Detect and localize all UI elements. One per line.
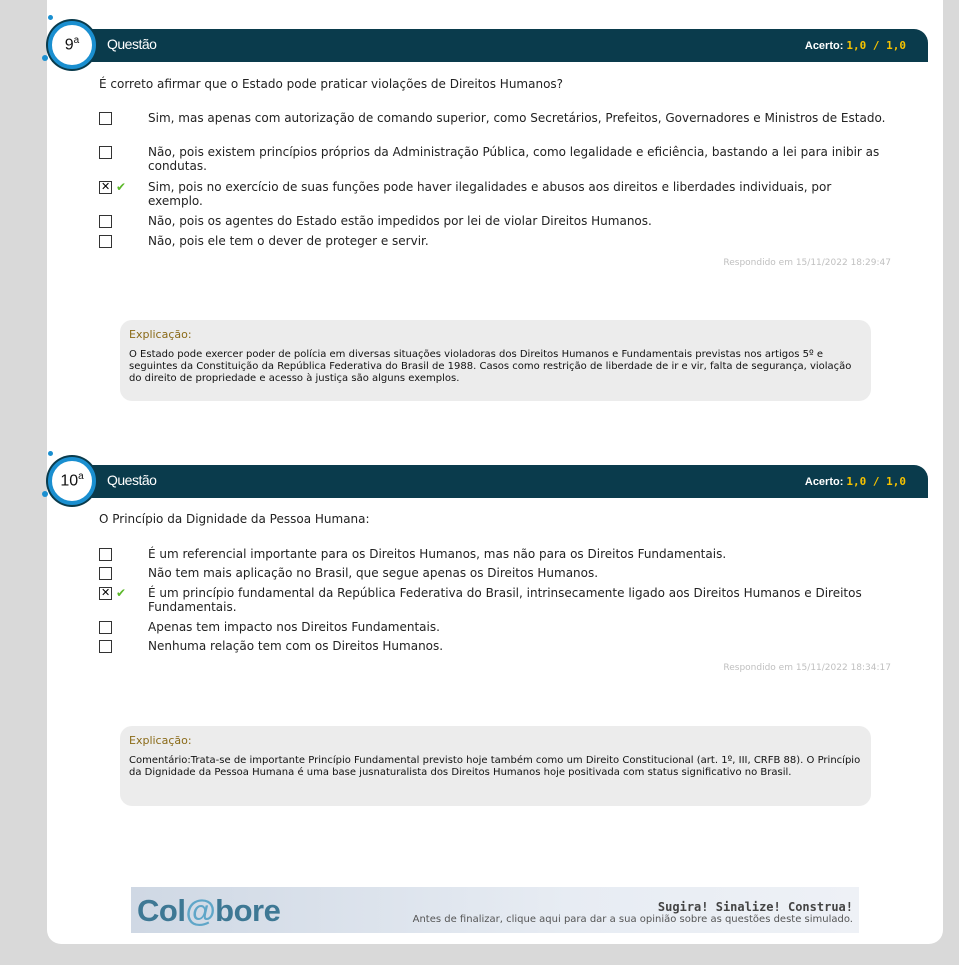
question-header-10 <box>52 465 928 498</box>
answer-option-label: Não, pois os agentes do Estado estão impedidos por lei de violar Direitos Humanos. <box>148 214 652 228</box>
simulado-panel <box>47 0 943 944</box>
answer-option-selected[interactable] <box>99 586 899 614</box>
acerto-value: 1,0 / 1,0 <box>846 475 906 488</box>
logo-text-at: @ <box>185 893 216 928</box>
decor-bubble-icon <box>42 55 48 61</box>
acerto-score <box>805 475 906 488</box>
answer-option-label: Não tem mais aplicação no Brasil, que segue apenas os Direitos Humanos. <box>148 566 599 580</box>
answer-option-label: É um referencial importante para os Direitos Humanos, mas não para os Direitos Fundamentais. <box>148 547 727 561</box>
explanation-title: Explicação: <box>129 734 192 747</box>
banner-slogan: Sugira! Sinalize! Construa! <box>657 900 853 914</box>
answer-option[interactable] <box>99 214 899 228</box>
checkbox-icon[interactable] <box>99 548 112 561</box>
decor-bubble-icon <box>42 491 48 497</box>
x-checkbox-icon[interactable]: ✕ <box>101 586 111 599</box>
question-number: 9 <box>64 36 74 54</box>
explanation-box <box>120 320 871 401</box>
answer-option-label: Nenhuma relação tem com os Direitos Humanos. <box>148 639 444 653</box>
answered-timestamp: Respondido em 15/11/2022 18:29:47 <box>723 258 891 268</box>
checkbox-icon[interactable] <box>99 146 112 159</box>
decor-bubble-icon <box>48 451 53 456</box>
checkbox-icon[interactable] <box>99 567 112 580</box>
answer-option[interactable] <box>99 620 899 634</box>
checkbox-icon[interactable] <box>99 621 112 634</box>
question-header-9 <box>52 29 928 62</box>
question-title: Questão <box>107 36 157 52</box>
logo-text-left: Col <box>137 893 186 928</box>
question-prompt: O Princípio da Dignidade da Pessoa Humana: <box>99 512 370 526</box>
answer-option-label: Não, pois existem princípios próprios da Administração Pública, como legalidade e eficiência, bastando a lei para inibir as condutas. <box>148 145 880 173</box>
answer-option-label: É um princípio fundamental da República Federativa do Brasil, intrinsecamente ligado aos Direitos Humanos e Direitos Fundamentais. <box>148 586 862 614</box>
answer-option[interactable] <box>99 639 899 653</box>
banner-subtitle[interactable]: Antes de finalizar, clique aqui para dar a sua opinião sobre as questões deste simulado. <box>412 914 853 925</box>
answer-option-label: Não, pois ele tem o dever de proteger e servir. <box>148 234 429 248</box>
decor-bubble-icon <box>48 15 53 20</box>
answer-option-label: Sim, mas apenas com autorização de comando superior, como Secretários, Prefeitos, Governadores e Ministros de Estado. <box>148 111 886 125</box>
checkbox-icon[interactable] <box>99 215 112 228</box>
checkbox-icon[interactable] <box>99 235 112 248</box>
acerto-label: Acerto: <box>804 40 844 52</box>
answer-option[interactable] <box>99 547 899 561</box>
answer-option[interactable] <box>99 566 899 580</box>
explanation-text: Comentário:Trata-se de importante Princípio Fundamental previsto hoje também como um Direito Constitucional (art. 1º, III, CRFB 88). O Princípio da Dignidade da Pessoa Humana é uma base jusnaturalista dos Direitos Humanos hoje positivada com status significativo no Brasil. <box>129 755 861 778</box>
x-checkbox-icon[interactable]: ✕ <box>101 180 111 193</box>
acerto-score <box>805 39 906 52</box>
question-title: Questão <box>107 472 157 488</box>
question-ordinal: a <box>73 35 80 47</box>
question-number: 10 <box>60 472 79 490</box>
acerto-value: 1,0 / 1,0 <box>846 39 906 52</box>
question-number-badge <box>48 457 96 505</box>
question-ordinal: a <box>78 471 84 483</box>
answer-option-selected[interactable] <box>99 180 899 208</box>
acerto-label: Acerto: <box>804 476 844 488</box>
green-checkmark-icon: ✔ <box>116 586 127 600</box>
checkbox-icon[interactable] <box>99 112 112 125</box>
checkbox-icon[interactable] <box>99 640 112 653</box>
explanation-title: Explicação: <box>129 328 192 341</box>
colabore-feedback-banner[interactable] <box>131 887 859 933</box>
answer-option-label: Sim, pois no exercício de suas funções pode haver ilegalidades e abusos aos direitos e liberdades individuais, por exemplo. <box>148 180 832 208</box>
explanation-text: O Estado pode exercer poder de polícia em diversas situações violadoras dos Direitos Humanos e Fundamentais previstas nos artigos 5º e seguintes da Constituição da República Federativa do Brasil de 1988. Casos como restrição de liberdade de ir e vir, falta de segurança, violação do direito de propriedade e acesso à justiça são alguns exemplos. <box>129 349 852 384</box>
answer-option[interactable] <box>99 145 899 173</box>
green-checkmark-icon: ✔ <box>116 180 127 194</box>
answer-option[interactable] <box>99 234 899 248</box>
colabore-logo <box>137 893 280 929</box>
explanation-box <box>120 726 871 806</box>
answer-option-label: Apenas tem impacto nos Direitos Fundamentais. <box>148 620 440 634</box>
answered-timestamp: Respondido em 15/11/2022 18:34:17 <box>723 663 891 673</box>
logo-text-right: bore <box>215 893 281 928</box>
question-prompt: É correto afirmar que o Estado pode praticar violações de Direitos Humanos? <box>99 77 564 91</box>
question-number-badge <box>48 21 96 69</box>
answer-option[interactable] <box>99 111 899 125</box>
